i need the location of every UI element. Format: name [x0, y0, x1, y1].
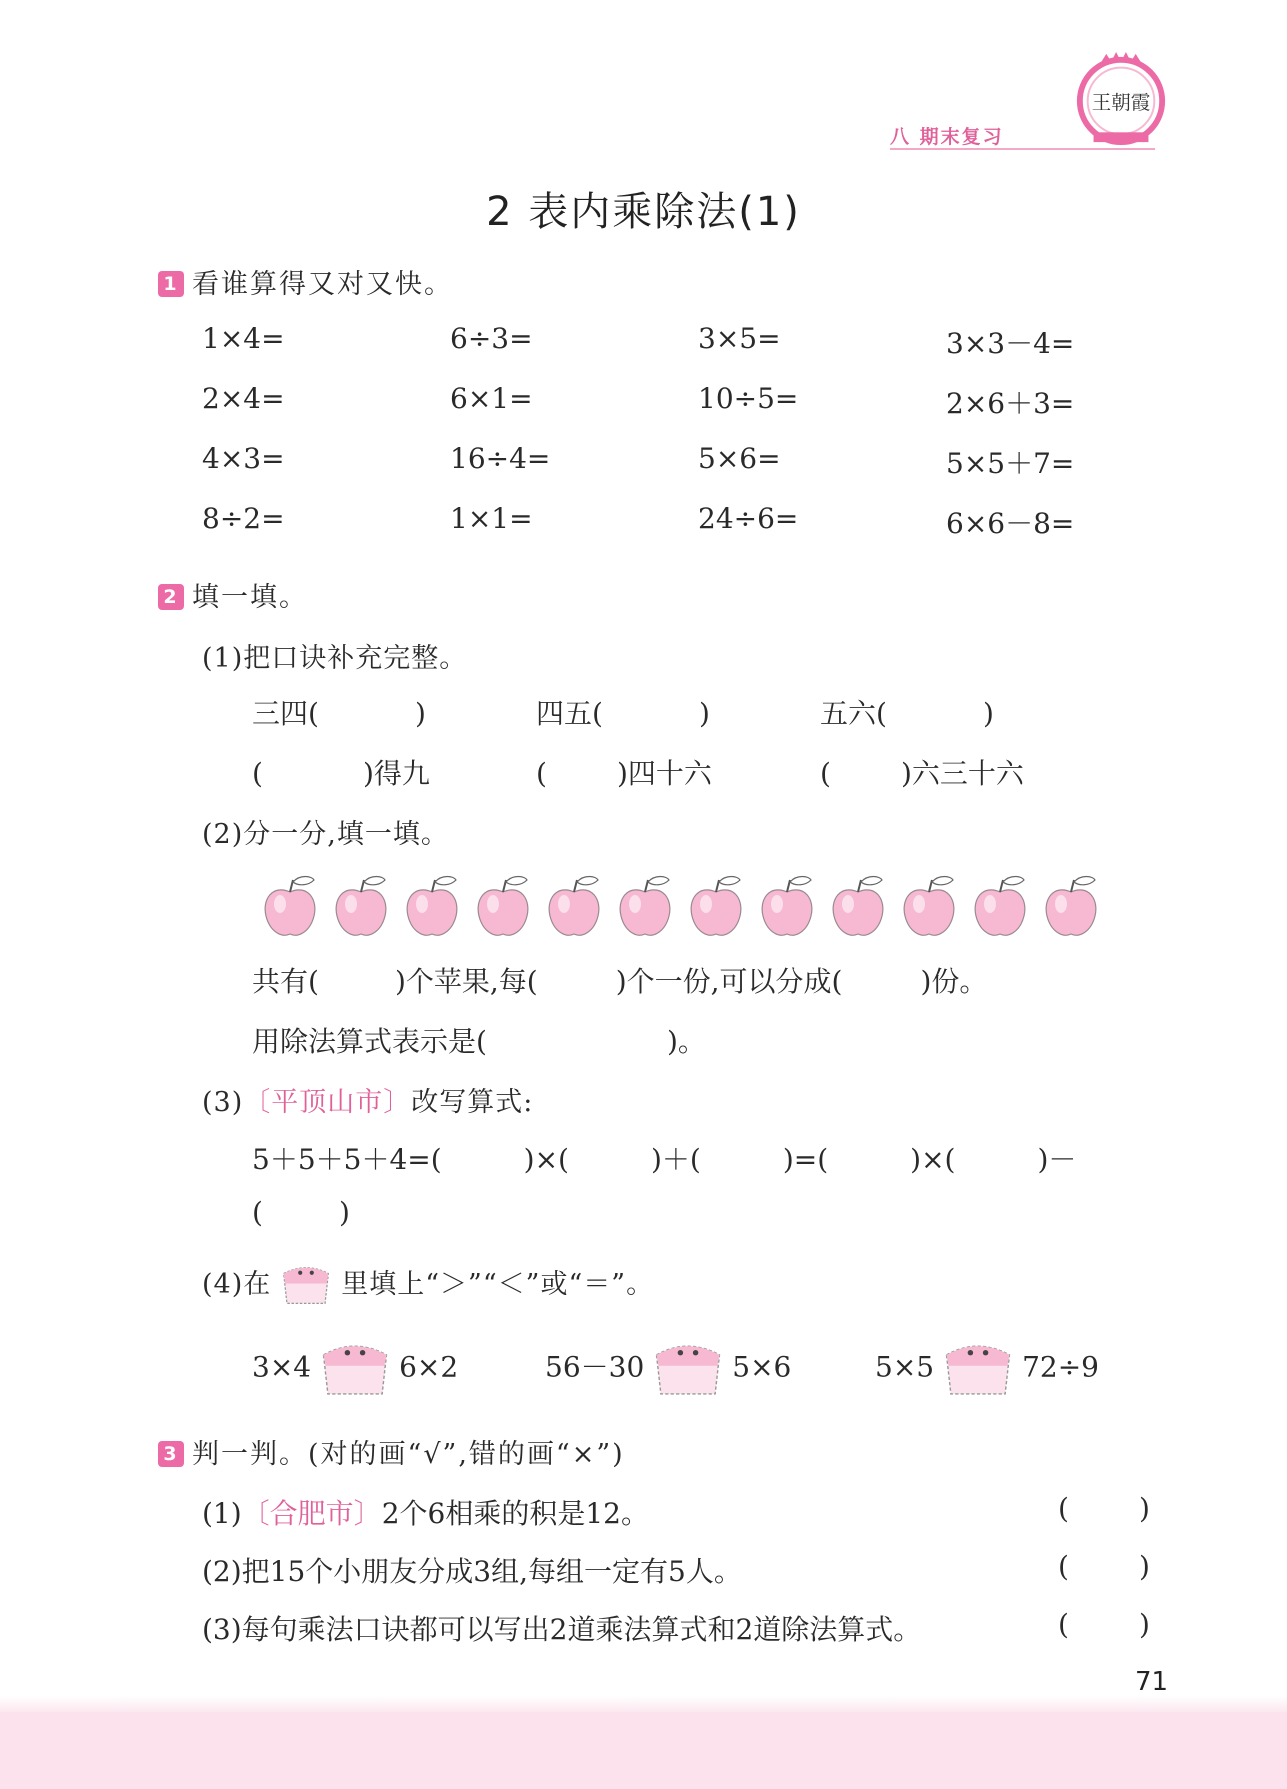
region-tag: 〔平顶山市〕: [243, 1087, 412, 1118]
arithmetic-problem[interactable]: 8÷2=: [202, 502, 285, 535]
footer-band: [0, 1712, 1287, 1789]
compare-right: 5×6: [732, 1350, 792, 1384]
apple-icon: [686, 874, 746, 940]
arithmetic-problem[interactable]: 3×5=: [698, 322, 781, 355]
header-divider: [890, 148, 1155, 150]
rhyme-blank-2[interactable]: 四五( ): [536, 697, 710, 730]
true-false-item: (3)每句乘法口诀都可以写出2道乘法算式和2道除法算式。: [202, 1613, 922, 1646]
arithmetic-problem[interactable]: 1×4=: [202, 322, 285, 355]
q2-part3-label: (3)〔平顶山市〕改写算式:: [202, 1087, 534, 1118]
apple-row: [260, 874, 1100, 944]
arithmetic-problem[interactable]: 6×1=: [450, 382, 533, 415]
compare-box-icon: [277, 1264, 335, 1308]
apple-icon: [757, 874, 817, 940]
apple-icon: [544, 874, 604, 940]
section-label: 八 期末复习: [890, 126, 1004, 148]
compare-right: 72÷9: [1022, 1350, 1099, 1384]
apple-icon: [899, 874, 959, 940]
compare-left: 3×4: [252, 1350, 312, 1384]
question-number: 2: [158, 584, 184, 610]
compare-item: [545, 1338, 791, 1400]
q2-part1-label: (1)把口诀补充完整。: [202, 643, 468, 674]
compare-answer-box[interactable]: [317, 1338, 393, 1400]
compare-item: [252, 1338, 458, 1400]
region-tag: 〔合肥市〕: [241, 1497, 382, 1530]
answer-parentheses[interactable]: ( ): [1058, 1492, 1150, 1525]
compare-answer-box[interactable]: [650, 1338, 726, 1400]
apple-icon: [331, 874, 391, 940]
arithmetic-problem[interactable]: 3×3－4=: [946, 327, 1075, 360]
arithmetic-problem[interactable]: 5×6=: [698, 442, 781, 475]
page-number: 71: [1135, 1667, 1169, 1697]
apple-count-sentence[interactable]: 共有( )个苹果,每( )个一份,可以分成( )份。: [252, 965, 988, 998]
question-prompt: 填一填。: [192, 582, 308, 613]
apple-icon: [615, 874, 675, 940]
compare-item: [875, 1338, 1099, 1400]
q2-part4-label: (4)在 里填上“＞”“＜”或“＝”。: [202, 1262, 654, 1308]
logo-text: 王朝霞: [1091, 90, 1151, 114]
arithmetic-problem[interactable]: 2×6＋3=: [946, 387, 1075, 420]
publisher-logo: [1072, 50, 1170, 148]
question-2-header: [158, 575, 308, 614]
question-number: 1: [158, 271, 184, 297]
question-number: 3: [158, 1441, 184, 1467]
compare-answer-box[interactable]: [940, 1338, 1016, 1400]
question-3-header: [158, 1432, 625, 1471]
arithmetic-problem[interactable]: 1×1=: [450, 502, 533, 535]
apple-icon: [473, 874, 533, 940]
apple-icon: [1041, 874, 1101, 940]
true-false-item: (1)〔合肥市〕2个6相乘的积是12。: [202, 1497, 649, 1530]
rewrite-expression[interactable]: 5＋5＋5＋4=( )×( )＋( )=( )×( )－: [252, 1143, 1077, 1176]
apple-icon: [970, 874, 1030, 940]
question-prompt: 判一判。(对的画“√”,错的画“×”): [192, 1439, 625, 1470]
rewrite-expression-continued[interactable]: ( ): [252, 1196, 350, 1229]
compare-right: 6×2: [399, 1350, 459, 1384]
arithmetic-problem[interactable]: 6÷3=: [450, 322, 533, 355]
division-expression-blank[interactable]: 用除法算式表示是( )。: [252, 1025, 706, 1058]
arithmetic-problem[interactable]: 10÷5=: [698, 382, 799, 415]
compare-left: 56－30: [545, 1350, 645, 1384]
rhyme-blank-3[interactable]: 五六( ): [820, 697, 994, 730]
apple-icon: [828, 874, 888, 940]
apple-icon: [260, 874, 320, 940]
arithmetic-problem[interactable]: 4×3=: [202, 442, 285, 475]
rhyme-blank-4[interactable]: ( )得九: [252, 757, 430, 790]
arithmetic-problem[interactable]: 16÷4=: [450, 442, 551, 475]
arithmetic-problem[interactable]: 24÷6=: [698, 502, 799, 535]
arithmetic-problem[interactable]: 5×5＋7=: [946, 447, 1075, 480]
true-false-item: (2)把15个小朋友分成3组,每组一定有5人。: [202, 1555, 742, 1588]
arithmetic-problem[interactable]: 6×6－8=: [946, 507, 1075, 540]
page-title: 2 表内乘除法(1): [486, 189, 801, 235]
answer-parentheses[interactable]: ( ): [1058, 1550, 1150, 1583]
answer-parentheses[interactable]: ( ): [1058, 1608, 1150, 1641]
question-1-header: [158, 262, 453, 301]
rhyme-blank-6[interactable]: ( )六三十六: [820, 757, 1024, 790]
apple-icon: [402, 874, 462, 940]
compare-left: 5×5: [875, 1350, 935, 1384]
rhyme-blank-5[interactable]: ( )四十六: [536, 757, 712, 790]
q2-part2-label: (2)分一分,填一填。: [202, 819, 449, 850]
arithmetic-problem[interactable]: 2×4=: [202, 382, 285, 415]
rhyme-blank-1[interactable]: 三四( ): [252, 697, 426, 730]
question-prompt: 看谁算得又对又快。: [192, 269, 453, 300]
